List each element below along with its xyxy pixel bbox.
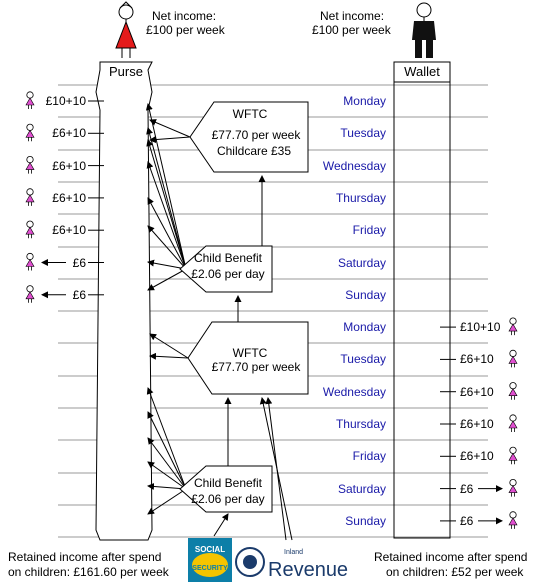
wftc2-line1: WFTC (232, 346, 268, 360)
left-income-line1: Net income: (152, 9, 217, 23)
wallet-label: Wallet (404, 64, 440, 79)
footer-left-line1: Retained income after spend (8, 550, 162, 564)
footer-left-line2: on children: £161.60 per week (8, 565, 169, 579)
flow-arrow (150, 334, 188, 358)
cb2-line1: Child Benefit (193, 476, 263, 490)
wftc2-line2: £77.70 per week (211, 360, 301, 374)
woman-figure-top (116, 2, 136, 58)
inland-revenue-line2: Revenue (268, 559, 349, 581)
flow-arrow (150, 356, 188, 358)
day-label: Wednesday (322, 385, 386, 399)
social-logo-line2: SECURITY (192, 565, 228, 572)
purse-amount: £6+10 (52, 191, 86, 205)
wftc1-line1: WFTC (232, 107, 268, 121)
flow-arrow (148, 162, 186, 269)
child-icon (509, 415, 517, 432)
day-label: Monday (343, 320, 386, 334)
flow-arrow (148, 489, 186, 514)
wallet-amount: £6+10 (460, 449, 494, 463)
child-icon (26, 124, 34, 141)
wallet-amount: £6 (460, 482, 474, 496)
social-security-logo (188, 538, 232, 582)
flow-arrow (148, 104, 186, 269)
wftc1-line3: Childcare £35 (216, 144, 292, 158)
purse-amounts (26, 92, 104, 303)
child-icon (26, 253, 34, 270)
day-label: Monday (343, 94, 386, 108)
child-icon (26, 92, 34, 109)
purse-amount: £10+10 (45, 94, 86, 108)
wallet-amount: £6+10 (460, 385, 494, 399)
social-logo-line1: SOCIAL (194, 545, 226, 554)
wallet-amount: £6+10 (460, 352, 494, 366)
day-label: Wednesday (322, 159, 386, 173)
footer-right-line2: on children: £52 per week (386, 565, 524, 579)
day-label: Friday (352, 449, 386, 463)
right-income-line2: £100 per week (312, 23, 391, 37)
child-icon (509, 479, 517, 496)
day-label: Sunday (345, 288, 386, 302)
day-label: Sunday (345, 514, 386, 528)
child-icon (26, 286, 34, 303)
flow-arrow (148, 198, 186, 269)
cb1-line2: £2.06 per day (191, 267, 265, 281)
child-icon (26, 189, 34, 206)
day-label: Saturday (337, 256, 386, 270)
child-icon (26, 221, 34, 238)
purse-amount: £6+10 (52, 126, 86, 140)
wftc1-line2: £77.70 per week (211, 128, 301, 142)
right-income-line1: Net income: (320, 9, 385, 23)
cb2-line2: £2.06 per day (191, 492, 265, 506)
flow-arrow (214, 514, 228, 536)
purse-label: Purse (109, 64, 143, 79)
flow-arrow (148, 388, 186, 489)
purse-amount: £6+10 (52, 223, 86, 237)
man-figure-top (412, 3, 436, 58)
day-label: Tuesday (340, 352, 386, 366)
child-icon (509, 383, 517, 400)
day-label: Friday (352, 223, 386, 237)
purse-amount: £6+10 (52, 159, 86, 173)
wallet-column (394, 62, 450, 538)
day-label: Saturday (337, 482, 386, 496)
flow-arrow (148, 140, 186, 269)
child-icon (26, 156, 34, 173)
flow-arrow (150, 120, 190, 137)
flow-arrow (148, 462, 186, 489)
wallet-amounts (440, 318, 517, 529)
day-label: Tuesday (340, 126, 386, 140)
purse-column (96, 62, 152, 540)
child-icon (509, 447, 517, 464)
wallet-amount: £6+10 (460, 417, 494, 431)
purse-amount: £6 (72, 256, 86, 270)
day-label: Thursday (335, 417, 386, 431)
left-income-line2: £100 per week (146, 23, 225, 37)
child-icon (509, 512, 517, 529)
flow-arrow (148, 438, 186, 489)
child-icon (509, 318, 517, 335)
day-label: Thursday (335, 191, 386, 205)
child-icon (509, 350, 517, 367)
cb1-line1: Child Benefit (193, 251, 263, 265)
flow-arrow (148, 412, 186, 489)
wallet-amount: £6 (460, 514, 474, 528)
inland-revenue-logo (236, 548, 348, 581)
inland-revenue-line1: Inland (284, 549, 304, 556)
footer-right-line1: Retained income after spend (374, 550, 528, 564)
purse-amount: £6 (72, 288, 86, 302)
wallet-amount: £10+10 (460, 320, 501, 334)
